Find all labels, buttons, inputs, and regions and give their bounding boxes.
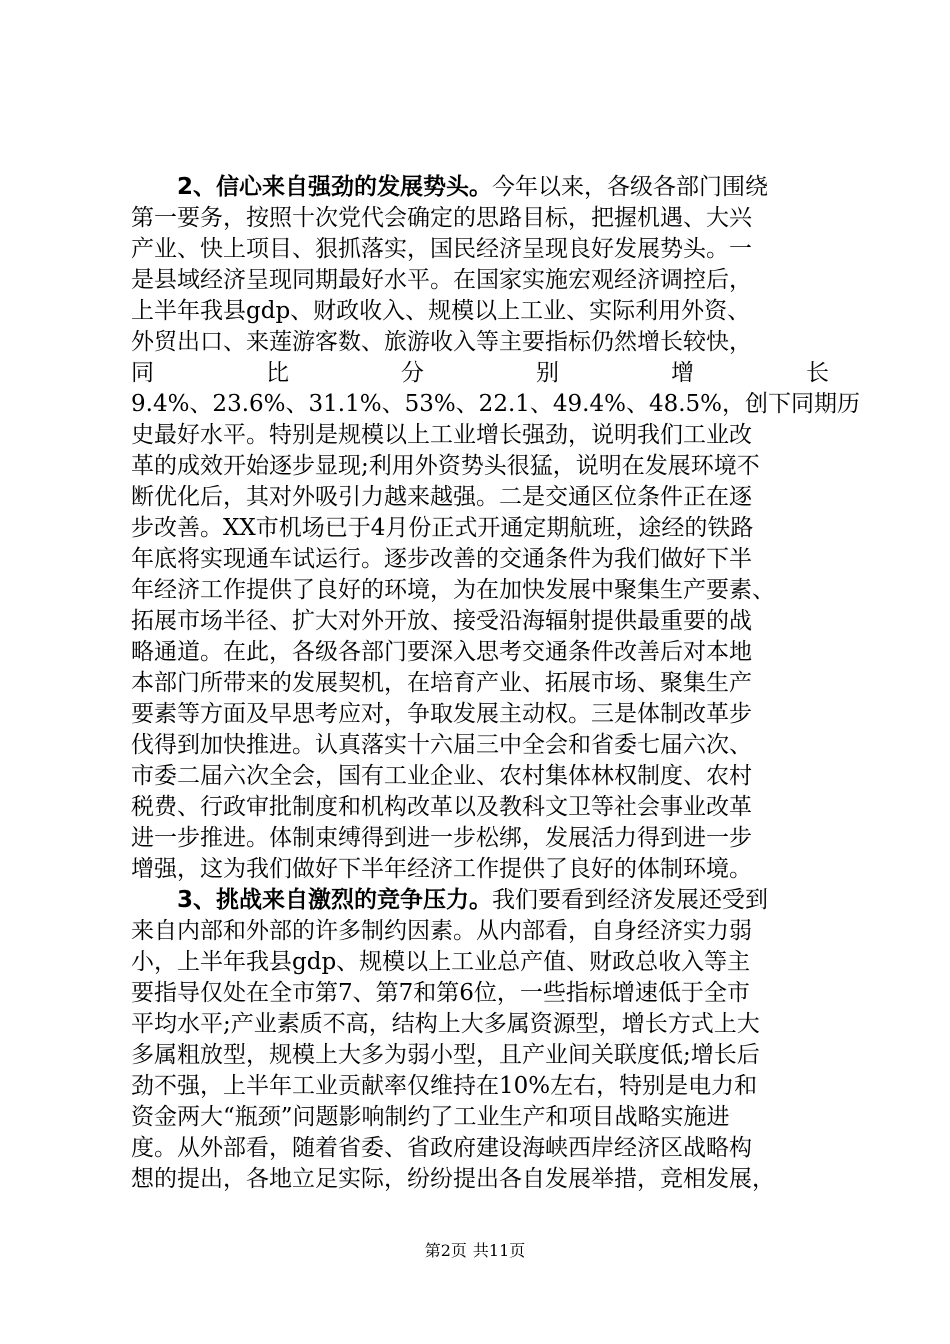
paragraph-2-line: 上半年我县gdp、财政收入、规模以上工业、实际利用外资、 — [131, 298, 751, 324]
paragraph-2-line: 税费、行政审批制度和机构改革以及教科文卫等社会事业改革 — [131, 794, 752, 820]
paragraph-3-text: 我们要看到经济发展还受到 — [492, 887, 769, 913]
page-number: 第2页 — [424, 1241, 467, 1260]
paragraph-3-line: 来自内部和外部的许多制约因素。从内部看，自身经济实力弱 — [131, 918, 752, 944]
spread-char: 同 — [131, 360, 154, 386]
page-footer — [0, 1240, 950, 1262]
paragraph-2-line: 要素等方面及早思考应对，争取发展主动权。三是体制改革步 — [131, 701, 752, 727]
paragraph-2-line: 进一步推进。体制束缚得到进一步松绑，发展活力得到进一步 — [131, 825, 752, 851]
paragraph-2-heading: 信心来自强劲的发展势头。 — [216, 174, 493, 200]
paragraph-2-line: 略通道。在此，各级各部门要深入思考交通条件改善后对本地 — [131, 639, 752, 665]
paragraph-2-spread-line — [131, 358, 831, 389]
paragraph-2-line: 9.4%、23.6%、31.1%、53%、22.1、49.4%、48.5%，创下同期历 — [131, 391, 861, 417]
paragraph-3-line: 要指导仅处在全市第7、第7和第6位，一些指标增速低于全市 — [131, 980, 750, 1006]
paragraph-2-line: 外贸出口、来莲游客数、旅游收入等主要指标仍然增长较快， — [131, 329, 752, 355]
spread-char: 别 — [536, 360, 559, 386]
paragraph-3-first-line — [131, 885, 829, 916]
paragraph-2-line: 革的成效开始逐步显现;利用外资势头很猛，说明在发展环境不 — [131, 453, 760, 479]
paragraph-2-text: 今年以来，各级各部门围绕 — [492, 174, 769, 200]
paragraph-2-line: 年经济工作提供了良好的环境，为在加快发展中聚集生产要素、 — [131, 577, 775, 603]
paragraph-2-line: 第一要务，按照十次党代会确定的思路目标，把握机遇、大兴 — [131, 205, 752, 231]
paragraph-2-line: 市委二届六次全会，国有工业企业、农村集体林权制度、农村 — [131, 763, 752, 789]
paragraph-2-line: 史最好水平。特别是规模以上工业增长强劲，说明我们工业改 — [131, 422, 752, 448]
paragraph-2-number: 2、 — [177, 174, 217, 200]
paragraph-2-line: 步改善。XX市机场已于4月份正式开通定期航班，途经的铁路 — [131, 515, 754, 541]
paragraph-2-line: 本部门所带来的发展契机，在培育产业、拓展市场、聚集生产 — [131, 670, 752, 696]
paragraph-3-number: 3、 — [177, 887, 217, 913]
paragraph-3-line: 多属粗放型，规模上大多为弱小型，且产业间关联度低;增长后 — [131, 1042, 760, 1068]
paragraph-2-line: 增强，这为我们做好下半年经济工作提供了良好的体制环境。 — [131, 856, 752, 882]
paragraph-2-line: 年底将实现通车试运行。逐步改善的交通条件为我们做好下半 — [131, 546, 752, 572]
paragraph-3-line: 想的提出，各地立足实际，纷纷提出各自发展举措，竞相发展， — [131, 1166, 775, 1192]
paragraph-3-line: 小，上半年我县gdp、规模以上工业总产值、财政总收入等主 — [131, 949, 751, 975]
paragraph-3-heading: 挑战来自激烈的竞争压力。 — [216, 887, 493, 913]
paragraph-3-line: 平均水平;产业素质不高，结构上大多属资源型，增长方式上大 — [131, 1011, 760, 1037]
paragraph-2-line: 是县域经济呈现同期最好水平。在国家实施宏观经济调控后， — [131, 267, 752, 293]
paragraph-2-first-line — [131, 172, 829, 203]
spread-char: 增 — [671, 360, 694, 386]
spread-char: 分 — [401, 360, 424, 386]
paragraph-2-line: 产业、快上项目、狠抓落实，国民经济呈现良好发展势头。一 — [131, 236, 752, 262]
spread-char: 长 — [806, 360, 829, 386]
paragraph-2-line: 伐得到加快推进。认真落实十六届三中全会和省委七届六次、 — [131, 732, 752, 758]
page-total: 共11页 — [472, 1241, 526, 1260]
paragraph-3-line: 劲不强，上半年工业贡献率仅维持在10%左右，特别是电力和 — [131, 1073, 758, 1099]
paragraph-2-line: 断优化后，其对外吸引力越来越强。二是交通区位条件正在逐 — [131, 484, 752, 510]
spread-char: 比 — [266, 360, 289, 386]
paragraph-3-line: 度。从外部看，随着省委、省政府建设海峡西岸经济区战略构 — [131, 1135, 752, 1161]
paragraph-2-line: 拓展市场半径、扩大对外开放、接受沿海辐射提供最重要的战 — [131, 608, 752, 634]
paragraph-3-line: 资金两大“瓶颈”问题影响制约了工业生产和项目战略实施进 — [131, 1104, 730, 1130]
document-body — [131, 172, 861, 1195]
